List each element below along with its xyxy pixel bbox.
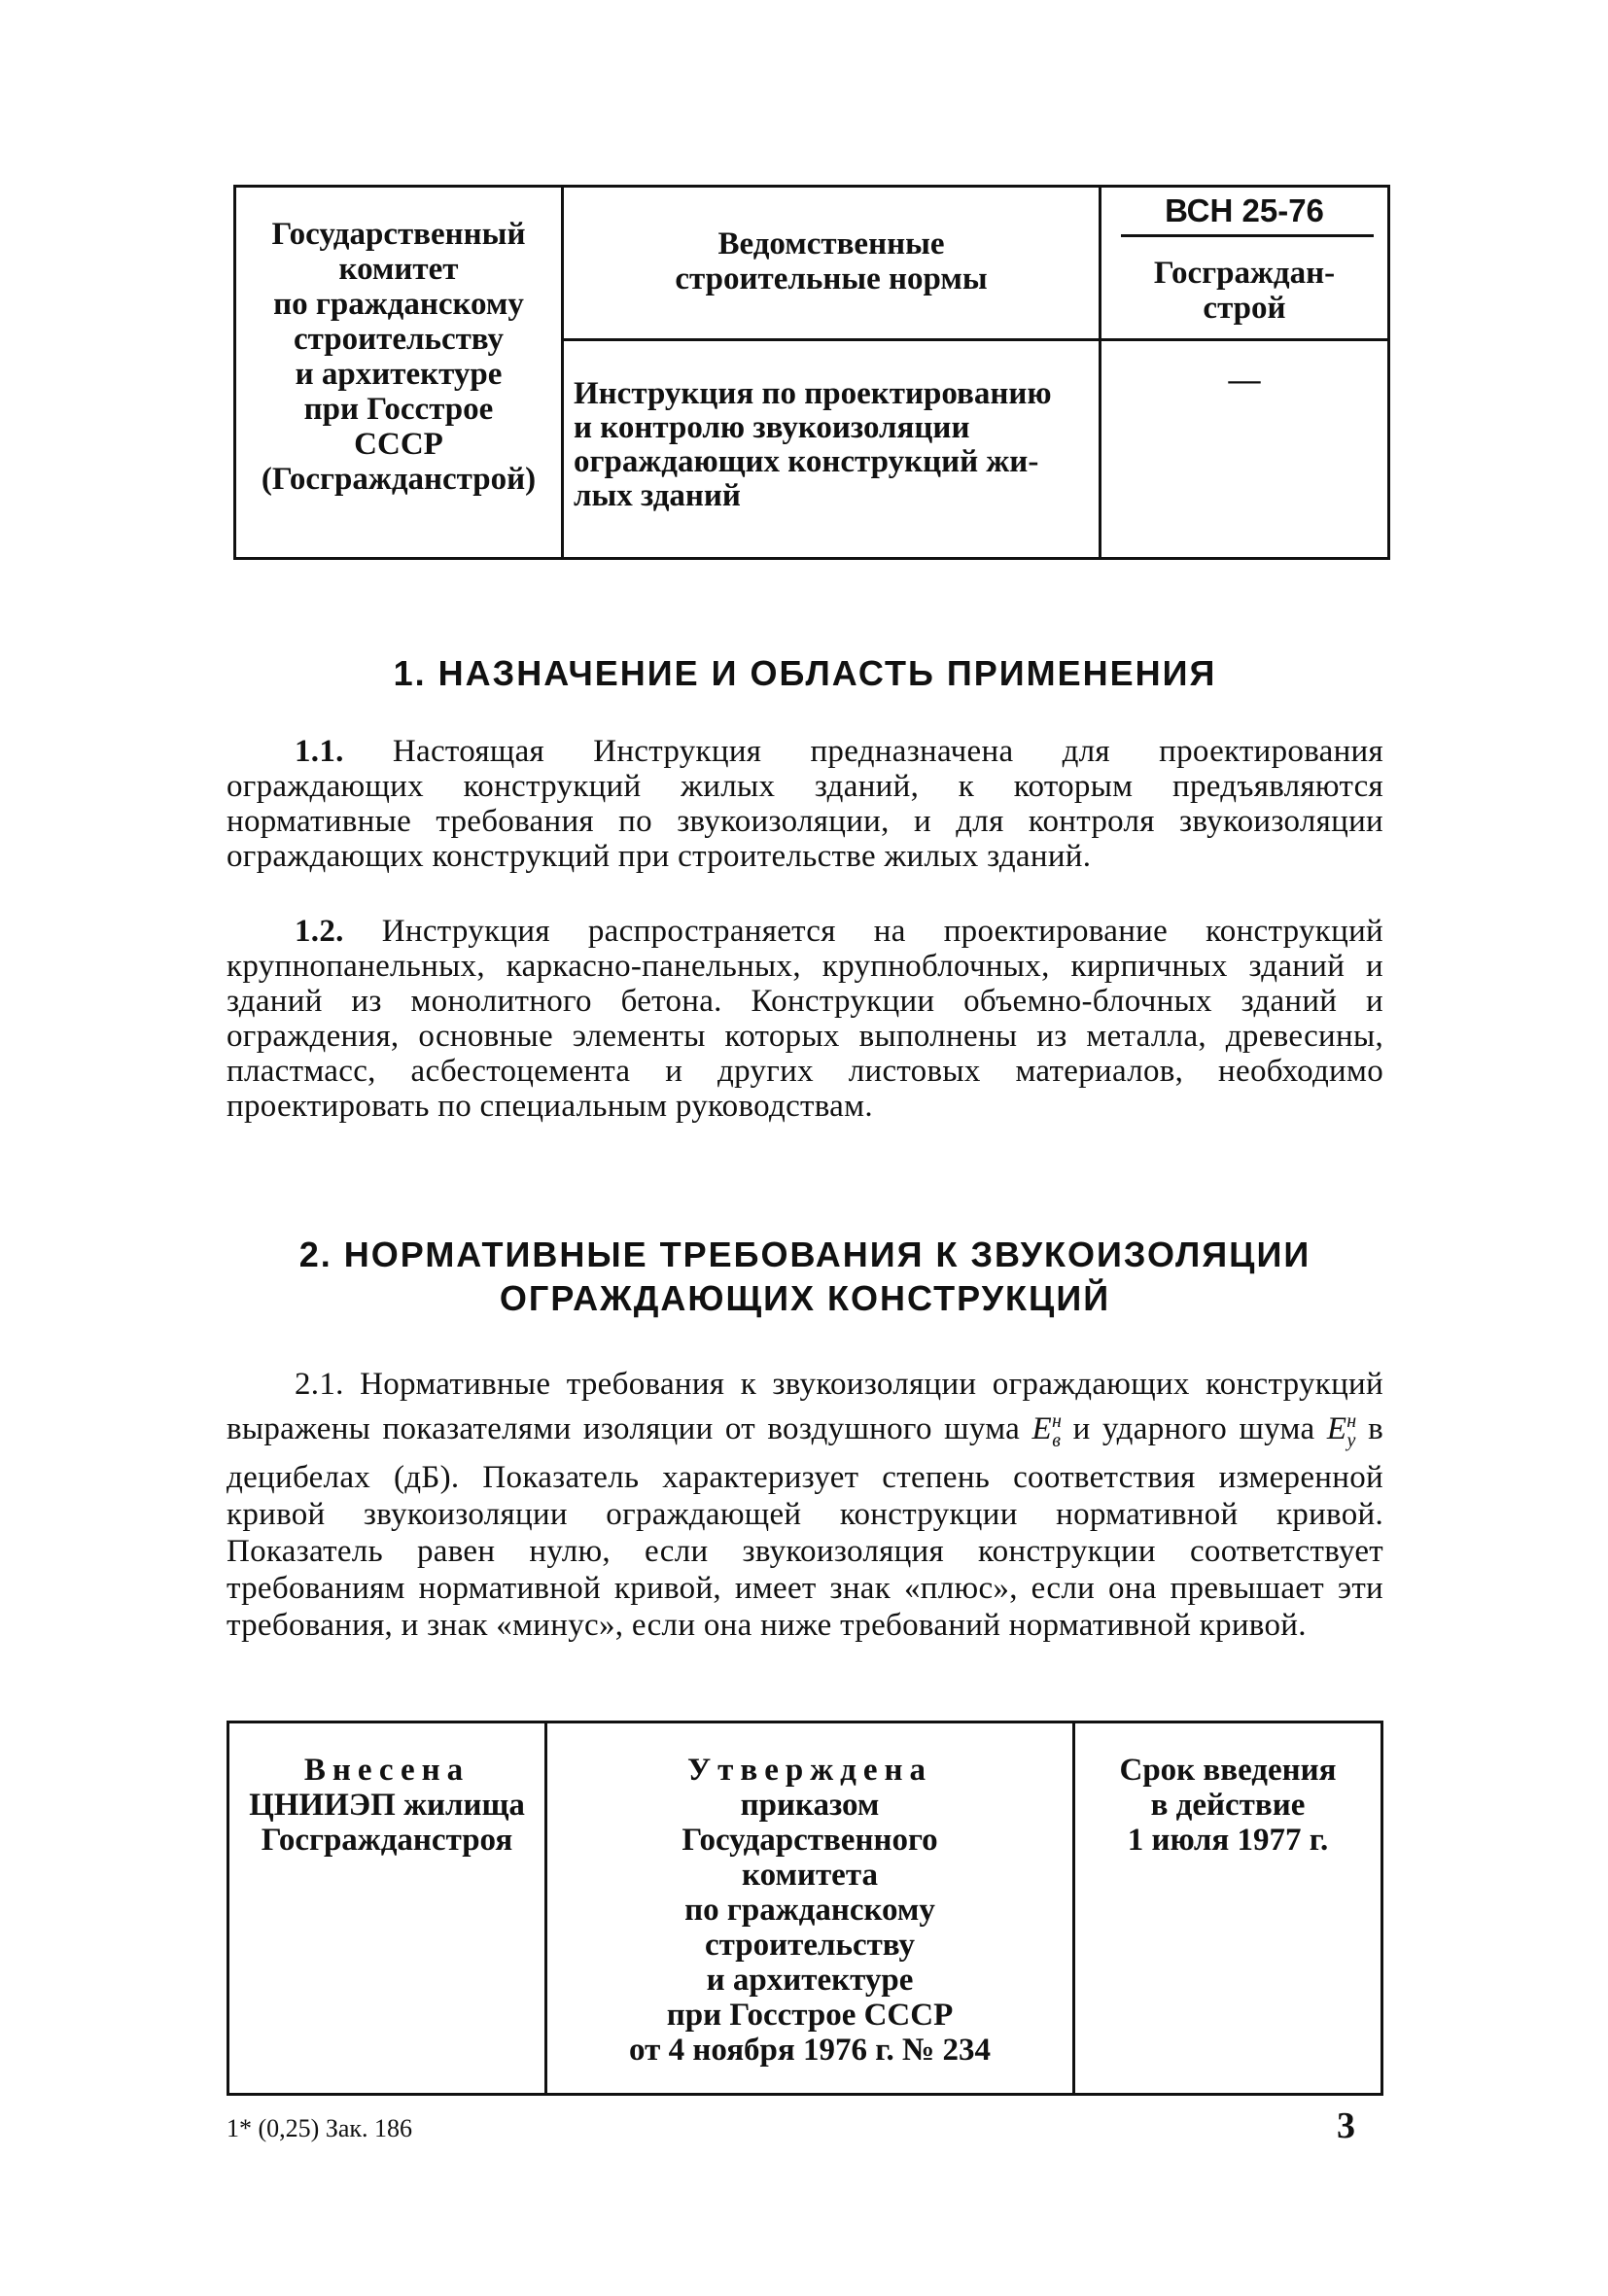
issuer-line: и архитектуре	[295, 357, 503, 392]
approval-table	[227, 1721, 1383, 2096]
divider	[564, 338, 1099, 341]
approved-line: приказом	[740, 1788, 880, 1823]
approved-line: комитета	[742, 1858, 878, 1893]
paragraph-number: 2.1.	[295, 1367, 344, 1402]
header-table	[233, 185, 1390, 560]
effective-line: в действие	[1150, 1788, 1306, 1823]
doc-type-line: строительные нормы	[675, 261, 988, 296]
issuer-line: при Госстрое	[303, 392, 494, 427]
section-2-heading-line: 2. НОРМАТИВНЫЕ ТРЕБОВАНИЯ К ЗВУКОИЗОЛЯЦИИ	[298, 1235, 1311, 1274]
paragraph-text: Нормативные требования к звукоизоляции ограждающих конструкций выражены показателями изоляции от воздушного шума	[227, 1367, 1383, 1446]
paragraph-number: 1.1.	[295, 734, 344, 769]
approved-cell	[547, 1723, 1072, 2093]
section-2-heading	[227, 1233, 1383, 1320]
print-footnote: 1* (0,25) Зак. 186	[227, 2114, 413, 2142]
title-line: ограждающих конструкций жи-	[574, 444, 1039, 479]
effective-date-cell	[1072, 1723, 1383, 2093]
paragraph-1-2	[227, 914, 1383, 1124]
doc-type-line: Ведомственные	[717, 226, 945, 261]
submitted-label: Внесена	[303, 1753, 471, 1788]
agency-line: строй	[1203, 291, 1286, 326]
paragraph-text: Настоящая Инструкция предназначена для проектирования ограждающих конструкций жилых зданий, к которым предъявляются нормативные требования по звукоизоляции, и для контроля звукоизоляции ограждающих конструкций при строительстве жилых зданий.	[227, 734, 1383, 874]
paragraph-text: в децибелах (дБ). Показатель характеризует степень соответствия измеренной кривой звукоизоляции ограждающей конструкции нормативной кривой. Показатель равен нулю, если звукоизоляция конструкции соответствует требованиям нормативной кривой, имеет знак «плюс», если она превышает эти требования, и знак «минус», если она ниже требований нормативной кривой.	[227, 1411, 1383, 1643]
airborne-noise-index: $E^н_в$	[1031, 1410, 1063, 1451]
paragraph-text: и ударного шума	[1072, 1411, 1315, 1446]
paragraph-1-1	[227, 734, 1383, 874]
title-line: и контролю звукоизоляции	[574, 410, 970, 445]
section-1-heading: 1. НАЗНАЧЕНИЕ И ОБЛАСТЬ ПРИМЕНЕНИЯ	[393, 653, 1217, 693]
paragraph-text: Инструкция распространяется на проектирование конструкций крупнопанельных, каркасно-панельных, крупноблочных, кирпичных зданий и зданий из монолитного бетона. Конструкции объемно-блочных зданий и ограждения, основные элементы которых выполнены из металла, древесины, пластмасс, асбестоцемента и других листовых материалов, необходимо проектировать по специальным руководствам.	[227, 914, 1383, 1124]
submitted-cell	[227, 1723, 547, 2093]
agency-line: Госграждан-	[1153, 256, 1336, 291]
effective-line: Срок введения	[1119, 1753, 1337, 1788]
approved-line: при Госстрое СССР	[666, 1998, 954, 2033]
effective-line: 1 июля 1977 г.	[1127, 1823, 1329, 1858]
approved-line: по гражданскому	[684, 1893, 935, 1928]
issuer-line: строительству	[294, 322, 504, 357]
doc-type-cell	[564, 188, 1099, 557]
divider	[1101, 338, 1387, 341]
doc-code: ВСН 25-76	[1165, 192, 1324, 228]
section-2-heading-line: ОГРАЖДАЮЩИХ КОНСТРУКЦИЙ	[499, 1278, 1111, 1318]
issuer-line: по гражданскому	[273, 287, 524, 322]
issuer-line: (Госгражданстрой)	[261, 462, 537, 497]
paragraph-number: 1.2.	[295, 914, 344, 949]
approved-line: Государственного	[682, 1823, 938, 1858]
divider	[1121, 234, 1374, 237]
approved-line: строительству	[705, 1928, 915, 1963]
approved-line: от 4 ноября 1976 г. № 234	[629, 2033, 991, 2068]
title-line: Инструкция по проектированию	[574, 376, 1052, 411]
issuer-cell	[233, 188, 564, 557]
title-line: лых зданий	[574, 478, 741, 513]
impact-noise-index: $E^н_у$	[1326, 1410, 1357, 1451]
approved-line: и архитектуре	[706, 1963, 914, 1998]
dash-mark: —	[1228, 363, 1261, 398]
submitted-line: Госгражданстроя	[261, 1823, 513, 1858]
page-number: 3	[1337, 2105, 1355, 2146]
document-title	[574, 377, 1094, 513]
issuer-line: комитет	[338, 252, 459, 287]
issuer-line: СССР	[354, 427, 443, 462]
submitted-line: ЦНИИЭП жилища	[249, 1788, 525, 1823]
approved-label: Утверждена	[686, 1753, 933, 1788]
code-cell	[1099, 188, 1390, 557]
issuer-line: Государственный	[271, 217, 526, 252]
paragraph-2-1	[227, 1366, 1383, 1644]
